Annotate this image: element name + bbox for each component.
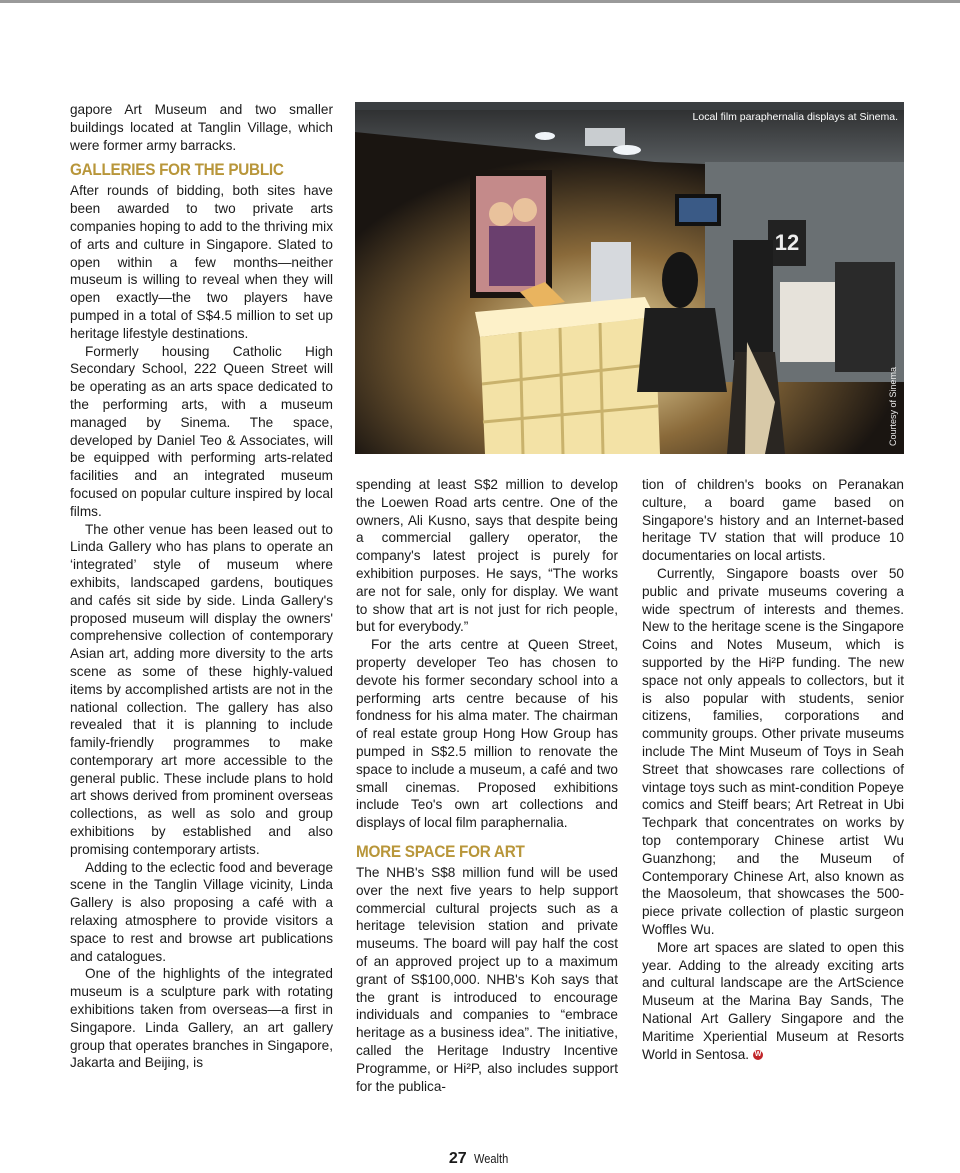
paragraph-text: More art spaces are slated to open this year. Adding to the already exciting arts and cultural landscape are the ArtScience Museum at the Marina Bay Sands, The National Art Gallery Singapore and the Maritime Xperiential Museum at Resorts World in Sentosa.	[642, 939, 904, 1062]
paragraph: gapore Art Museum and two smaller buildings located at Tanglin Village, which were former army barracks.	[70, 102, 333, 153]
article-column-1	[70, 101, 333, 1072]
article-photo	[355, 102, 904, 454]
top-rule	[0, 0, 960, 3]
paragraph: The other venue has been leased out to Linda Gallery who has plans to operate an ‘integrated’ style of museum where exhibits, landscaped gardens, boutiques and cafés sit side by side. Linda Gallery's proposed museum will display the owners' comprehensive collection of contemporary Asian art, adding more diversity to the arts scene as some of these highly-valued items by accomplished artists are not in the national collection. The gallery has also revealed that it is planning to include family-friendly programmes to make contemporary art more accessible to the general public. These include plans to hold art shows derived from prominent overseas collections, as well as solo and group exhibitions by established and also promising contemporary artists.	[70, 521, 333, 857]
magazine-name: Wealth	[473, 1151, 509, 1166]
page-footer	[0, 1150, 960, 1168]
article-column-2	[356, 476, 618, 1095]
article-column-3	[642, 476, 904, 1063]
photo-caption: Local film paraphernalia displays at Sinema.	[692, 111, 898, 123]
paragraph: Currently, Singapore boasts over 50 public and private museums covering a wide spectrum of interests and themes. New to the heritage scene is the Singapore Coins and Notes Museum, which is supported by the Hi²P funding. The new space not only appeals to collectors, but it is also popular with students, senior citizens, families, corporations and community groups. Other private museums include The Mint Museum of Toys in Seah Street that showcases rare collections of vintage toys such as mint-condition Popeye comics and Steiff bears; Art Retreat in Ubi Techpark that concentrates on works by top contemporary Chinese artist Wu Guanzhong; and the Museum of Contemporary Chinese Art, also known as the Maosoleum, that showcases the 500-piece private collection of plastic surgeon Woffles Wu.	[642, 565, 904, 937]
paragraph: One of the highlights of the integrated museum is a sculpture park with rotating exhibitions taken from overseas—a first in Singapore. Linda Gallery, an art gallery group that operates branches in Singapore, Jakarta and Beijing, is	[70, 966, 333, 1071]
sign-number: 12	[774, 230, 800, 255]
paragraph: Adding to the eclectic food and beverage scene in the Tanglin Village vicinity, Linda Gallery is also proposing a café with a relaxing atmosphere to provide visitors a space to rest and browse art publications and catalogues.	[70, 859, 333, 964]
paragraph: After rounds of bidding, both sites have been awarded to two private arts companies hoping to add to the thriving mix of arts and culture in Singapore. Slated to open within a few months—neither museum is willing to reveal when they will open exactly—the two players have pumped in a total of S$4.5 million to set up heritage lifestyle destinations.	[70, 183, 333, 341]
paragraph: Formerly housing Catholic High Secondary School, 222 Queen Street will be operating as an arts space dedicated to the performing arts, with a museum managed by Sinema. The space, developed by Daniel Teo & Associates, will be equipped with performing arts-related facilities and an integrated museum focused on popular culture inspired by local films.	[70, 343, 333, 519]
photo-illustration	[355, 102, 904, 454]
photo-credit: Courtesy of Sinema	[888, 366, 898, 446]
page-number: 27	[448, 1150, 467, 1167]
section-heading-galleries: GALLERIES FOR THE PUBLIC	[70, 160, 284, 180]
paragraph	[642, 939, 904, 1064]
paragraph: spending at least S$2 million to develop the Loewen Road arts centre. One of the owners, Ali Kusno, says that despite being a commercial gallery operator, the company's latest project is purely for exhibition purposes. He says, “The works are not for sale, only for display. We want to show that art is not just for rich people, but for everybody.”	[356, 477, 618, 635]
section-heading-more-space: MORE SPACE FOR ART	[356, 841, 525, 861]
end-mark-icon: W	[754, 1050, 762, 1058]
paragraph: tion of children's books on Peranakan culture, a board game based on Singapore's history and an Internet-based heritage TV station that will produce 10 documentaries on local artists.	[642, 477, 904, 564]
paragraph: For the arts centre at Queen Street, property developer Teo has chosen to devote his former secondary school into a performing arts centre because of his fondness for his alma mater. The chairman of real estate group Hong How Group has pumped in S$2.5 million to renovate the space to include a museum, a café and two small cinemas. Proposed exhibitions include Teo's own art collections and displays of local film paraphernalia.	[356, 637, 618, 831]
paragraph: The NHB's S$8 million fund will be used over the next five years to help support commercial cultural projects such as a heritage television station and private museums. The board will pay half the cost of an approved project up to a maximum grant of S$100,000. NHB's Koh says that the grant is introduced to encourage individuals and companies to “embrace heritage as a business idea”. The initiative, called the Heritage Industry Incentive Programme, or Hi²P, also includes support for the publica-	[356, 864, 618, 1094]
